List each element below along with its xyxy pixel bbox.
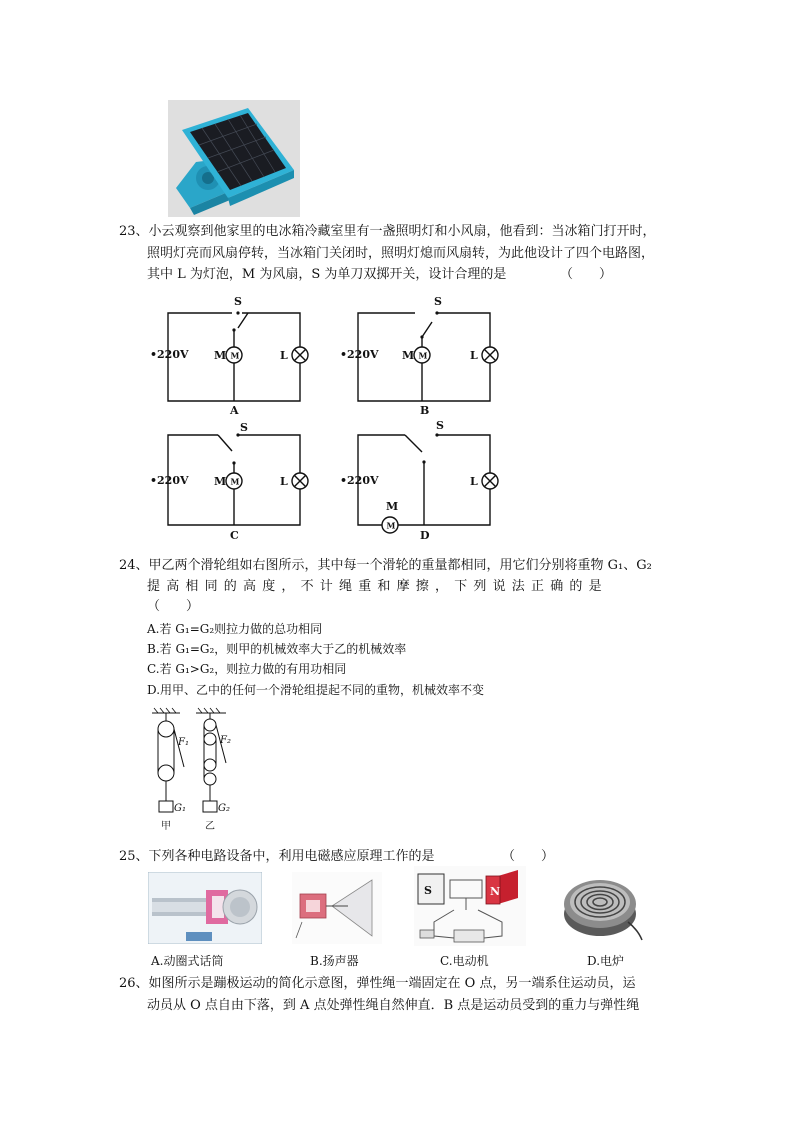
- weight-g2-label: G₂: [218, 803, 230, 814]
- circuit-c-motor-label: M: [214, 475, 227, 488]
- q25-option-a: A.动圈式话筒: [151, 954, 224, 968]
- q26-line-2: 动员从 O 点自由下落，到 A 点处弹性绳自然伸直．B 点是运动员受到的重力与弹性绳: [147, 998, 640, 1013]
- q25-option-c: C.电动机: [440, 954, 489, 968]
- circuit-d-switch-label: S: [436, 419, 444, 432]
- speaker-image: [292, 872, 382, 944]
- q24-line-3: （ ）: [147, 599, 200, 614]
- q25-option-d: D.电炉: [587, 954, 625, 968]
- circuit-a-option-label: A: [230, 404, 239, 417]
- q24-option-d: D.用甲、乙中的任何一个滑轮组提起不同的重物，机械效率不变: [147, 683, 485, 697]
- circuit-d-lamp-label: L: [470, 475, 478, 488]
- circuit-a-motor-label: M: [214, 349, 227, 362]
- q26-line-1: 26、如图所示是蹦极运动的简化示意图，弹性绳一端固定在 O 点，另一端系住运动员，运: [119, 976, 636, 991]
- q23-line-1: 23、小云观察到他家里的电冰箱冷藏室里有一盏照明灯和小风扇，他看到：当冰箱门打开时，: [119, 224, 656, 239]
- q24-option-c: C.若 G₁>G₂，则拉力做的有用功相同: [147, 662, 347, 676]
- q25-option-b: B.扬声器: [310, 954, 359, 968]
- q23-line-3: 其中 L 为灯泡，M 为风扇，S 为单刀双掷开关，设计合理的是: [147, 267, 507, 282]
- q24-pulley-figure: [148, 705, 248, 835]
- motor-symbol-label: M: [230, 350, 240, 361]
- circuit-a-switch-label: S: [234, 295, 242, 308]
- q23-line-2: 照明灯亮而风扇停转，当冰箱门关闭时，照明灯熄而风扇转，为此他设计了四个电路图，: [147, 246, 655, 261]
- circuit-a-source-label: •220V: [150, 348, 189, 361]
- circuit-b-option-label: B: [420, 404, 430, 417]
- q24-option-a: A.若 G₁=G₂则拉力做的总功相同: [147, 622, 323, 636]
- magnet-n-label: N: [490, 885, 501, 898]
- circuit-d-option-label: D: [420, 529, 430, 542]
- q23-answer-blank: （ ）: [560, 267, 613, 282]
- motor-symbol-label: M: [386, 520, 396, 531]
- q24-option-b: B.若 G₁=G₂，则甲的机械效率大于乙的机械效率: [147, 642, 407, 656]
- force-f2-label: F₂: [220, 735, 231, 746]
- electric-stove-image: [558, 864, 644, 944]
- q24-line-1: 24、甲乙两个滑轮组如右图所示，其中每一个滑轮的重量都相同，用它们分别将重物 G₁、G₂: [119, 558, 652, 573]
- circuit-c-switch-label: S: [240, 421, 248, 434]
- motor-symbol-label: M: [418, 350, 428, 361]
- force-f1-label: F₁: [178, 737, 189, 748]
- circuit-b-motor-label: M: [402, 349, 415, 362]
- circuit-c-lamp-label: L: [280, 475, 288, 488]
- circuit-c-option-label: C: [230, 529, 239, 542]
- motor-symbol-label: M: [230, 476, 240, 487]
- electric-motor-image: [414, 866, 526, 946]
- weight-g1-label: G₁: [174, 803, 186, 814]
- magnet-s-label: S: [424, 884, 432, 897]
- circuit-b-lamp-label: L: [470, 349, 478, 362]
- circuit-d-source-label: •220V: [340, 474, 379, 487]
- circuit-a-lamp-label: L: [280, 349, 288, 362]
- solar-panel-photo: [168, 100, 300, 217]
- circuit-b-source-label: •220V: [340, 348, 379, 361]
- pulley-jia-label: 甲: [161, 821, 171, 832]
- circuit-d-motor-label: M: [386, 500, 399, 513]
- q25-stem: 25、下列各种电路设备中，利用电磁感应原理工作的是: [119, 849, 435, 864]
- pulley-yi-label: 乙: [205, 821, 215, 832]
- q25-answer-blank: （ ）: [502, 849, 555, 864]
- circuit-c-source-label: •220V: [150, 474, 189, 487]
- q24-line-2: 提高相同的高度，不计绳重和摩擦，下列说法正确的是: [147, 579, 608, 594]
- microphone-image: [148, 872, 262, 944]
- q23-circuit-diagrams: [150, 295, 510, 545]
- circuit-b-switch-label: S: [434, 295, 442, 308]
